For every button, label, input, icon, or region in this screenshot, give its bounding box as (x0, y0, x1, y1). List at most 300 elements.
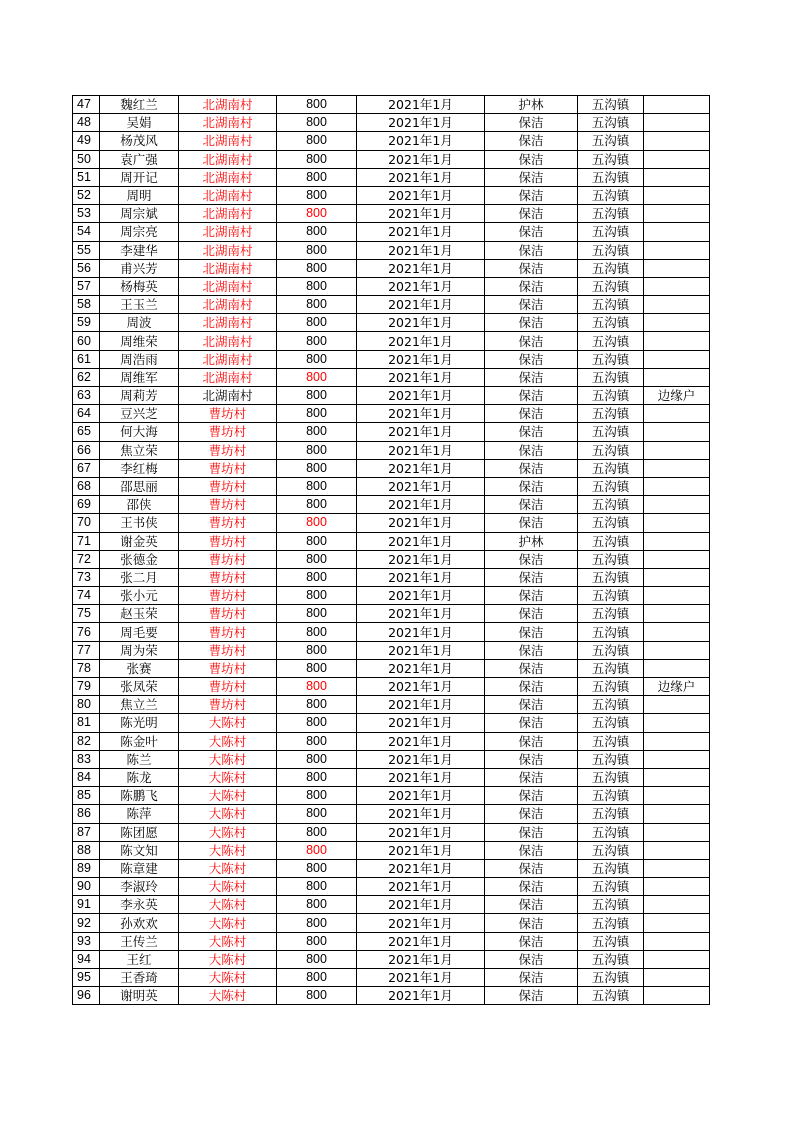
town-cell: 五沟镇 (578, 241, 644, 259)
table-row (73, 368, 710, 386)
town-cell: 五沟镇 (578, 186, 644, 204)
village-cell: 北湖南村 (179, 114, 277, 132)
town-cell: 五沟镇 (578, 550, 644, 568)
amount-cell: 800 (277, 787, 357, 805)
amount-cell: 800 (277, 987, 357, 1005)
amount-cell: 800 (277, 532, 357, 550)
person-name-cell: 王红 (100, 950, 179, 968)
row-number-cell: 76 (73, 623, 100, 641)
table-row (73, 314, 710, 332)
person-name-cell: 王书侠 (100, 514, 179, 532)
village-cell: 曹坊村 (179, 496, 277, 514)
date-cell: 2021年1月 (357, 423, 485, 441)
job-type-cell: 保洁 (485, 641, 578, 659)
table-row (73, 114, 710, 132)
date-cell: 2021年1月 (357, 314, 485, 332)
table-body (73, 96, 710, 1005)
person-name-cell: 豆兴芝 (100, 405, 179, 423)
note-cell (644, 314, 710, 332)
town-cell: 五沟镇 (578, 405, 644, 423)
town-cell: 五沟镇 (578, 259, 644, 277)
village-cell: 北湖南村 (179, 350, 277, 368)
table-row (73, 696, 710, 714)
note-cell (644, 205, 710, 223)
job-type-cell: 护林 (485, 532, 578, 550)
row-number-cell: 78 (73, 659, 100, 677)
note-cell (644, 587, 710, 605)
note-cell (644, 296, 710, 314)
note-cell (644, 932, 710, 950)
amount-cell: 800 (277, 223, 357, 241)
amount-cell: 800 (277, 277, 357, 295)
amount-cell: 800 (277, 696, 357, 714)
amount-cell: 800 (277, 914, 357, 932)
table-row (73, 914, 710, 932)
table-row (73, 477, 710, 495)
note-cell (644, 896, 710, 914)
town-cell: 五沟镇 (578, 587, 644, 605)
note-cell (644, 768, 710, 786)
person-name-cell: 陈团愿 (100, 823, 179, 841)
row-number-cell: 83 (73, 750, 100, 768)
amount-cell: 800 (277, 768, 357, 786)
amount-cell: 800 (277, 496, 357, 514)
amount-cell: 800 (277, 259, 357, 277)
town-cell: 五沟镇 (578, 368, 644, 386)
date-cell: 2021年1月 (357, 168, 485, 186)
table-row (73, 496, 710, 514)
town-cell: 五沟镇 (578, 641, 644, 659)
date-cell: 2021年1月 (357, 277, 485, 295)
village-cell: 曹坊村 (179, 514, 277, 532)
person-name-cell: 周明 (100, 186, 179, 204)
row-number-cell: 94 (73, 950, 100, 968)
person-name-cell: 李建华 (100, 241, 179, 259)
town-cell: 五沟镇 (578, 96, 644, 114)
date-cell: 2021年1月 (357, 205, 485, 223)
amount-cell: 800 (277, 805, 357, 823)
row-number-cell: 84 (73, 768, 100, 786)
table-row (73, 841, 710, 859)
amount-cell: 800 (277, 423, 357, 441)
table-row (73, 605, 710, 623)
town-cell: 五沟镇 (578, 568, 644, 586)
date-cell: 2021年1月 (357, 332, 485, 350)
date-cell: 2021年1月 (357, 296, 485, 314)
person-name-cell: 魏红兰 (100, 96, 179, 114)
date-cell: 2021年1月 (357, 787, 485, 805)
village-cell: 曹坊村 (179, 568, 277, 586)
date-cell: 2021年1月 (357, 950, 485, 968)
table-row (73, 205, 710, 223)
town-cell: 五沟镇 (578, 732, 644, 750)
row-number-cell: 64 (73, 405, 100, 423)
row-number-cell: 62 (73, 368, 100, 386)
row-number-cell: 89 (73, 859, 100, 877)
job-type-cell: 保洁 (485, 296, 578, 314)
table-row (73, 659, 710, 677)
row-number-cell: 57 (73, 277, 100, 295)
note-cell (644, 714, 710, 732)
town-cell: 五沟镇 (578, 132, 644, 150)
row-number-cell: 74 (73, 587, 100, 605)
town-cell: 五沟镇 (578, 532, 644, 550)
job-type-cell: 保洁 (485, 314, 578, 332)
town-cell: 五沟镇 (578, 168, 644, 186)
town-cell: 五沟镇 (578, 114, 644, 132)
table-row (73, 223, 710, 241)
row-number-cell: 67 (73, 459, 100, 477)
amount-cell: 800 (277, 859, 357, 877)
town-cell: 五沟镇 (578, 896, 644, 914)
person-name-cell: 王香琦 (100, 969, 179, 987)
note-cell (644, 186, 710, 204)
note-cell (644, 914, 710, 932)
row-number-cell: 59 (73, 314, 100, 332)
village-cell: 北湖南村 (179, 259, 277, 277)
amount-cell: 800 (277, 623, 357, 641)
amount-cell: 800 (277, 477, 357, 495)
table-row (73, 768, 710, 786)
job-type-cell: 保洁 (485, 914, 578, 932)
row-number-cell: 96 (73, 987, 100, 1005)
town-cell: 五沟镇 (578, 768, 644, 786)
job-type-cell: 保洁 (485, 441, 578, 459)
town-cell: 五沟镇 (578, 841, 644, 859)
date-cell: 2021年1月 (357, 477, 485, 495)
table-row (73, 750, 710, 768)
row-number-cell: 48 (73, 114, 100, 132)
job-type-cell: 保洁 (485, 186, 578, 204)
date-cell: 2021年1月 (357, 805, 485, 823)
town-cell: 五沟镇 (578, 205, 644, 223)
row-number-cell: 60 (73, 332, 100, 350)
note-cell (644, 605, 710, 623)
village-cell: 曹坊村 (179, 459, 277, 477)
amount-cell: 800 (277, 932, 357, 950)
table-row (73, 587, 710, 605)
row-number-cell: 91 (73, 896, 100, 914)
town-cell: 五沟镇 (578, 950, 644, 968)
amount-cell: 800 (277, 459, 357, 477)
village-cell: 大陈村 (179, 732, 277, 750)
date-cell: 2021年1月 (357, 768, 485, 786)
row-number-cell: 92 (73, 914, 100, 932)
person-name-cell: 周莉芳 (100, 387, 179, 405)
row-number-cell: 54 (73, 223, 100, 241)
date-cell: 2021年1月 (357, 932, 485, 950)
job-type-cell: 保洁 (485, 368, 578, 386)
town-cell: 五沟镇 (578, 987, 644, 1005)
table-row (73, 787, 710, 805)
row-number-cell: 75 (73, 605, 100, 623)
amount-cell: 800 (277, 659, 357, 677)
note-cell (644, 878, 710, 896)
town-cell: 五沟镇 (578, 714, 644, 732)
date-cell: 2021年1月 (357, 350, 485, 368)
person-name-cell: 周维荣 (100, 332, 179, 350)
village-cell: 北湖南村 (179, 150, 277, 168)
job-type-cell: 保洁 (485, 623, 578, 641)
row-number-cell: 93 (73, 932, 100, 950)
town-cell: 五沟镇 (578, 514, 644, 532)
village-cell: 北湖南村 (179, 332, 277, 350)
village-cell: 大陈村 (179, 987, 277, 1005)
job-type-cell: 保洁 (485, 405, 578, 423)
date-cell: 2021年1月 (357, 896, 485, 914)
table-row (73, 186, 710, 204)
date-cell: 2021年1月 (357, 241, 485, 259)
note-cell (644, 477, 710, 495)
person-name-cell: 甫兴芳 (100, 259, 179, 277)
date-cell: 2021年1月 (357, 605, 485, 623)
village-cell: 曹坊村 (179, 587, 277, 605)
amount-cell: 800 (277, 132, 357, 150)
row-number-cell: 95 (73, 969, 100, 987)
amount-cell: 800 (277, 114, 357, 132)
note-cell (644, 168, 710, 186)
village-cell: 曹坊村 (179, 659, 277, 677)
amount-cell: 800 (277, 150, 357, 168)
village-cell: 曹坊村 (179, 623, 277, 641)
person-name-cell: 李淑玲 (100, 878, 179, 896)
date-cell: 2021年1月 (357, 259, 485, 277)
village-cell: 曹坊村 (179, 477, 277, 495)
person-name-cell: 谢金英 (100, 532, 179, 550)
date-cell: 2021年1月 (357, 514, 485, 532)
row-number-cell: 51 (73, 168, 100, 186)
person-name-cell: 陈章建 (100, 859, 179, 877)
row-number-cell: 86 (73, 805, 100, 823)
row-number-cell: 70 (73, 514, 100, 532)
town-cell: 五沟镇 (578, 787, 644, 805)
village-cell: 北湖南村 (179, 223, 277, 241)
date-cell: 2021年1月 (357, 732, 485, 750)
person-name-cell: 张二月 (100, 568, 179, 586)
table-row (73, 896, 710, 914)
note-cell (644, 459, 710, 477)
village-cell: 大陈村 (179, 805, 277, 823)
table-row (73, 823, 710, 841)
row-number-cell: 49 (73, 132, 100, 150)
job-type-cell: 保洁 (485, 150, 578, 168)
table-row (73, 132, 710, 150)
town-cell: 五沟镇 (578, 914, 644, 932)
amount-cell: 800 (277, 168, 357, 186)
date-cell: 2021年1月 (357, 659, 485, 677)
job-type-cell: 保洁 (485, 950, 578, 968)
amount-cell: 800 (277, 714, 357, 732)
job-type-cell: 保洁 (485, 459, 578, 477)
job-type-cell: 保洁 (485, 678, 578, 696)
amount-cell: 800 (277, 350, 357, 368)
row-number-cell: 73 (73, 568, 100, 586)
village-cell: 曹坊村 (179, 605, 277, 623)
note-cell (644, 441, 710, 459)
town-cell: 五沟镇 (578, 350, 644, 368)
person-name-cell: 张凤荣 (100, 678, 179, 696)
job-type-cell: 保洁 (485, 932, 578, 950)
date-cell: 2021年1月 (357, 223, 485, 241)
amount-cell: 800 (277, 387, 357, 405)
date-cell: 2021年1月 (357, 859, 485, 877)
table-row (73, 623, 710, 641)
village-cell: 大陈村 (179, 896, 277, 914)
row-number-cell: 80 (73, 696, 100, 714)
table-row (73, 878, 710, 896)
table-row (73, 969, 710, 987)
amount-cell: 800 (277, 750, 357, 768)
person-name-cell: 邵思丽 (100, 477, 179, 495)
note-cell: 边缘户 (644, 387, 710, 405)
date-cell: 2021年1月 (357, 441, 485, 459)
note-cell (644, 496, 710, 514)
person-name-cell: 陈兰 (100, 750, 179, 768)
table-row (73, 550, 710, 568)
row-number-cell: 63 (73, 387, 100, 405)
note-cell (644, 514, 710, 532)
row-number-cell: 50 (73, 150, 100, 168)
village-cell: 大陈村 (179, 932, 277, 950)
table-row (73, 514, 710, 532)
village-cell: 大陈村 (179, 787, 277, 805)
note-cell (644, 696, 710, 714)
job-type-cell: 保洁 (485, 878, 578, 896)
person-name-cell: 陈萍 (100, 805, 179, 823)
amount-cell: 800 (277, 605, 357, 623)
job-type-cell: 保洁 (485, 259, 578, 277)
amount-cell: 800 (277, 969, 357, 987)
village-cell: 大陈村 (179, 878, 277, 896)
town-cell: 五沟镇 (578, 150, 644, 168)
note-cell (644, 114, 710, 132)
town-cell: 五沟镇 (578, 423, 644, 441)
note-cell (644, 550, 710, 568)
person-name-cell: 何大海 (100, 423, 179, 441)
amount-cell: 800 (277, 368, 357, 386)
person-name-cell: 吴娟 (100, 114, 179, 132)
table-row (73, 277, 710, 295)
date-cell: 2021年1月 (357, 714, 485, 732)
note-cell (644, 823, 710, 841)
village-cell: 北湖南村 (179, 314, 277, 332)
person-name-cell: 李永英 (100, 896, 179, 914)
amount-cell: 800 (277, 296, 357, 314)
person-name-cell: 张赛 (100, 659, 179, 677)
row-number-cell: 79 (73, 678, 100, 696)
town-cell: 五沟镇 (578, 477, 644, 495)
job-type-cell: 保洁 (485, 750, 578, 768)
village-cell: 曹坊村 (179, 696, 277, 714)
job-type-cell: 保洁 (485, 132, 578, 150)
village-cell: 北湖南村 (179, 205, 277, 223)
table-row (73, 332, 710, 350)
amount-cell: 800 (277, 314, 357, 332)
village-cell: 曹坊村 (179, 532, 277, 550)
village-cell: 曹坊村 (179, 423, 277, 441)
row-number-cell: 88 (73, 841, 100, 859)
village-cell: 大陈村 (179, 841, 277, 859)
table-row (73, 805, 710, 823)
date-cell: 2021年1月 (357, 678, 485, 696)
note-cell (644, 350, 710, 368)
person-name-cell: 谢明英 (100, 987, 179, 1005)
date-cell: 2021年1月 (357, 878, 485, 896)
note-cell (644, 368, 710, 386)
date-cell: 2021年1月 (357, 696, 485, 714)
town-cell: 五沟镇 (578, 932, 644, 950)
note-cell (644, 641, 710, 659)
date-cell: 2021年1月 (357, 623, 485, 641)
village-cell: 北湖南村 (179, 96, 277, 114)
table-row (73, 168, 710, 186)
job-type-cell: 保洁 (485, 514, 578, 532)
amount-cell: 800 (277, 96, 357, 114)
town-cell: 五沟镇 (578, 314, 644, 332)
table-row (73, 532, 710, 550)
village-cell: 大陈村 (179, 714, 277, 732)
row-number-cell: 71 (73, 532, 100, 550)
village-cell: 大陈村 (179, 823, 277, 841)
amount-cell: 800 (277, 950, 357, 968)
village-cell: 曹坊村 (179, 641, 277, 659)
person-name-cell: 赵玉荣 (100, 605, 179, 623)
row-number-cell: 65 (73, 423, 100, 441)
job-type-cell: 保洁 (485, 277, 578, 295)
amount-cell: 800 (277, 896, 357, 914)
date-cell: 2021年1月 (357, 132, 485, 150)
amount-cell: 800 (277, 332, 357, 350)
job-type-cell: 保洁 (485, 768, 578, 786)
note-cell (644, 332, 710, 350)
table-row (73, 568, 710, 586)
person-name-cell: 周浩雨 (100, 350, 179, 368)
table-row (73, 387, 710, 405)
job-type-cell: 保洁 (485, 605, 578, 623)
village-cell: 北湖南村 (179, 387, 277, 405)
village-cell: 曹坊村 (179, 405, 277, 423)
date-cell: 2021年1月 (357, 969, 485, 987)
job-type-cell: 保洁 (485, 787, 578, 805)
row-number-cell: 82 (73, 732, 100, 750)
person-name-cell: 陈金叶 (100, 732, 179, 750)
date-cell: 2021年1月 (357, 368, 485, 386)
person-name-cell: 陈鹏飞 (100, 787, 179, 805)
amount-cell: 800 (277, 878, 357, 896)
amount-cell: 800 (277, 205, 357, 223)
note-cell (644, 969, 710, 987)
town-cell: 五沟镇 (578, 969, 644, 987)
job-type-cell: 保洁 (485, 350, 578, 368)
job-type-cell: 保洁 (485, 168, 578, 186)
amount-cell: 800 (277, 732, 357, 750)
person-name-cell: 周为荣 (100, 641, 179, 659)
amount-cell: 800 (277, 823, 357, 841)
table-row (73, 96, 710, 114)
person-name-cell: 陈文知 (100, 841, 179, 859)
amount-cell: 800 (277, 568, 357, 586)
note-cell (644, 241, 710, 259)
row-number-cell: 47 (73, 96, 100, 114)
person-name-cell: 杨梅英 (100, 277, 179, 295)
village-cell: 曹坊村 (179, 441, 277, 459)
amount-cell: 800 (277, 550, 357, 568)
table-row (73, 641, 710, 659)
town-cell: 五沟镇 (578, 623, 644, 641)
note-cell (644, 732, 710, 750)
table-row (73, 441, 710, 459)
row-number-cell: 56 (73, 259, 100, 277)
